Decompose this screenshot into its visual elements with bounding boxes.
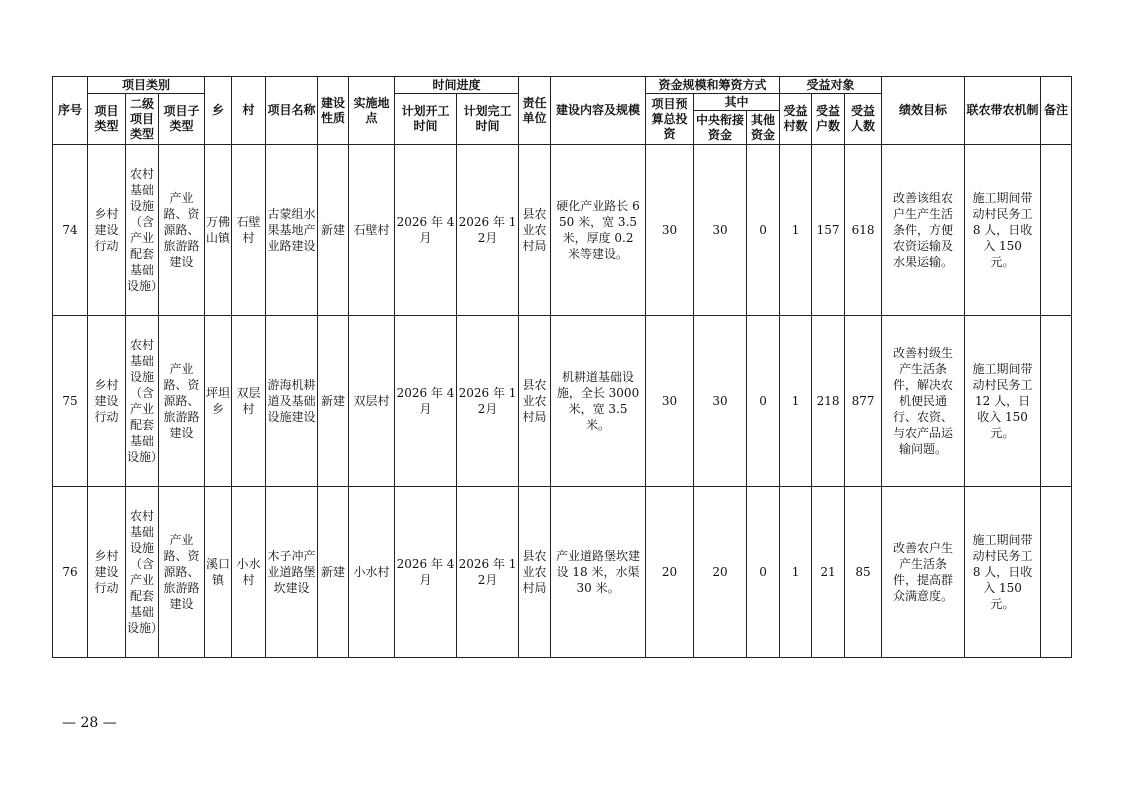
cell-build-nature: 新建 (318, 316, 349, 487)
header-location: 实施地点 (349, 77, 395, 145)
header-schedule-group: 时间进度 (395, 77, 519, 94)
cell-benefit-households: 218 (812, 316, 845, 487)
cell-responsible: 县农业农村局 (519, 316, 551, 487)
header-fund-group: 资金规模和筹资方式 (646, 77, 780, 94)
cell-second-type: 农村基础设施（含产业配套基础设施） (126, 316, 159, 487)
cell-second-type: 农村基础设施（含产业配套基础设施） (126, 487, 159, 658)
cell-benefit-people: 618 (845, 145, 882, 316)
cell-budget: 30 (646, 145, 694, 316)
page-number: — 28 — (62, 715, 117, 731)
header-benefit-group: 受益对象 (780, 77, 882, 94)
header-goal: 绩效目标 (882, 77, 965, 145)
cell-seq: 74 (53, 145, 88, 316)
header-benefit-people: 受益人数 (845, 94, 882, 145)
cell-plan-end: 2026 年 12月 (457, 487, 519, 658)
cell-plan-start: 2026 年 4 月 (395, 487, 457, 658)
header-central: 中央衔接资金 (694, 111, 747, 145)
cell-benefit-villages: 1 (780, 145, 812, 316)
header-content: 建设内容及规模 (551, 77, 646, 145)
cell-responsible: 县农业农村局 (519, 487, 551, 658)
cell-goal: 改善村级生产生活条件，解决农机便民通行、农资、与农产品运输问题。 (882, 316, 965, 487)
header-of-which: 其中 (694, 94, 780, 111)
table-row (53, 487, 1072, 658)
cell-plan-start: 2026 年 4 月 (395, 316, 457, 487)
header-project-name: 项目名称 (266, 77, 318, 145)
cell-second-type: 农村基础设施（含产业配套基础设施） (126, 145, 159, 316)
cell-plan-end: 2026 年 12月 (457, 316, 519, 487)
cell-sub-type: 产业路、资源路、旅游路建设 (159, 316, 205, 487)
header-second-type: 二级项目类型 (126, 94, 159, 145)
header-category-group: 项目类别 (88, 77, 205, 94)
cell-village: 双层村 (232, 316, 266, 487)
header-township: 乡 (205, 77, 232, 145)
cell-village: 石壁村 (232, 145, 266, 316)
cell-sub-type: 产业路、资源路、旅游路建设 (159, 487, 205, 658)
cell-benefit-villages: 1 (780, 487, 812, 658)
cell-budget: 20 (646, 487, 694, 658)
cell-project-type: 乡村建设行动 (88, 316, 126, 487)
project-table (52, 76, 1072, 658)
cell-seq: 75 (53, 316, 88, 487)
header-benefit-villages: 受益村数 (780, 94, 812, 145)
cell-goal: 改善农户生产生活条件，提高群众满意度。 (882, 487, 965, 658)
header-plan-start: 计划开工时间 (395, 94, 457, 145)
cell-benefit-people: 877 (845, 316, 882, 487)
cell-benefit-households: 21 (812, 487, 845, 658)
cell-township: 溪口镇 (205, 487, 232, 658)
header-plan-end: 计划完工时间 (457, 94, 519, 145)
cell-responsible: 县农业农村局 (519, 145, 551, 316)
cell-project-name: 古蒙组水果基地产业路建设 (266, 145, 318, 316)
cell-remarks (1041, 145, 1072, 316)
header-village: 村 (232, 77, 266, 145)
cell-township: 坪坦乡 (205, 316, 232, 487)
cell-content: 产业道路堡坎建设 18 米，水渠 30 米。 (551, 487, 646, 658)
cell-mechanism: 施工期间带动村民务工 8 人，日收入 150 元。 (965, 487, 1041, 658)
cell-location: 小水村 (349, 487, 395, 658)
header-project-type: 项目类型 (88, 94, 126, 145)
header-sub-type: 项目子类型 (159, 94, 205, 145)
cell-project-type: 乡村建设行动 (88, 145, 126, 316)
cell-benefit-households: 157 (812, 145, 845, 316)
cell-central: 20 (694, 487, 747, 658)
cell-content: 硬化产业路长 650 米，宽 3.5 米，厚度 0.2 米等建设。 (551, 145, 646, 316)
cell-location: 石壁村 (349, 145, 395, 316)
cell-central: 30 (694, 316, 747, 487)
table-row (53, 145, 1072, 316)
cell-content: 机耕道基础设施，全长 3000 米，宽 3.5 米。 (551, 316, 646, 487)
header-remarks: 备注 (1041, 77, 1072, 145)
cell-other: 0 (747, 145, 780, 316)
cell-project-name: 木子冲产业道路堡坎建设 (266, 487, 318, 658)
cell-township: 万佛山镇 (205, 145, 232, 316)
cell-mechanism: 施工期间带动村民务工 8 人，日收入 150 元。 (965, 145, 1041, 316)
table-row (53, 316, 1072, 487)
cell-remarks (1041, 316, 1072, 487)
cell-other: 0 (747, 316, 780, 487)
cell-mechanism: 施工期间带动村民务工 12 人，日收入 150 元。 (965, 316, 1041, 487)
header-build-nature: 建设性质 (318, 77, 349, 145)
header-budget: 项目预算总投资 (646, 94, 694, 145)
header-responsible: 责任单位 (519, 77, 551, 145)
cell-remarks (1041, 487, 1072, 658)
cell-village: 小水村 (232, 487, 266, 658)
cell-plan-end: 2026 年 12月 (457, 145, 519, 316)
header-other: 其他资金 (747, 111, 780, 145)
cell-plan-start: 2026 年 4 月 (395, 145, 457, 316)
header-mechanism: 联农带农机制 (965, 77, 1041, 145)
header-benefit-households: 受益户数 (812, 94, 845, 145)
cell-project-type: 乡村建设行动 (88, 487, 126, 658)
cell-build-nature: 新建 (318, 145, 349, 316)
cell-seq: 76 (53, 487, 88, 658)
cell-budget: 30 (646, 316, 694, 487)
cell-location: 双层村 (349, 316, 395, 487)
cell-benefit-villages: 1 (780, 316, 812, 487)
cell-project-name: 游海机耕道及基础设施建设 (266, 316, 318, 487)
cell-build-nature: 新建 (318, 487, 349, 658)
header-seq: 序号 (53, 77, 88, 145)
cell-sub-type: 产业路、资源路、旅游路建设 (159, 145, 205, 316)
cell-central: 30 (694, 145, 747, 316)
cell-goal: 改善该组农户生产生活条件，方便农资运输及水果运输。 (882, 145, 965, 316)
cell-other: 0 (747, 487, 780, 658)
cell-benefit-people: 85 (845, 487, 882, 658)
